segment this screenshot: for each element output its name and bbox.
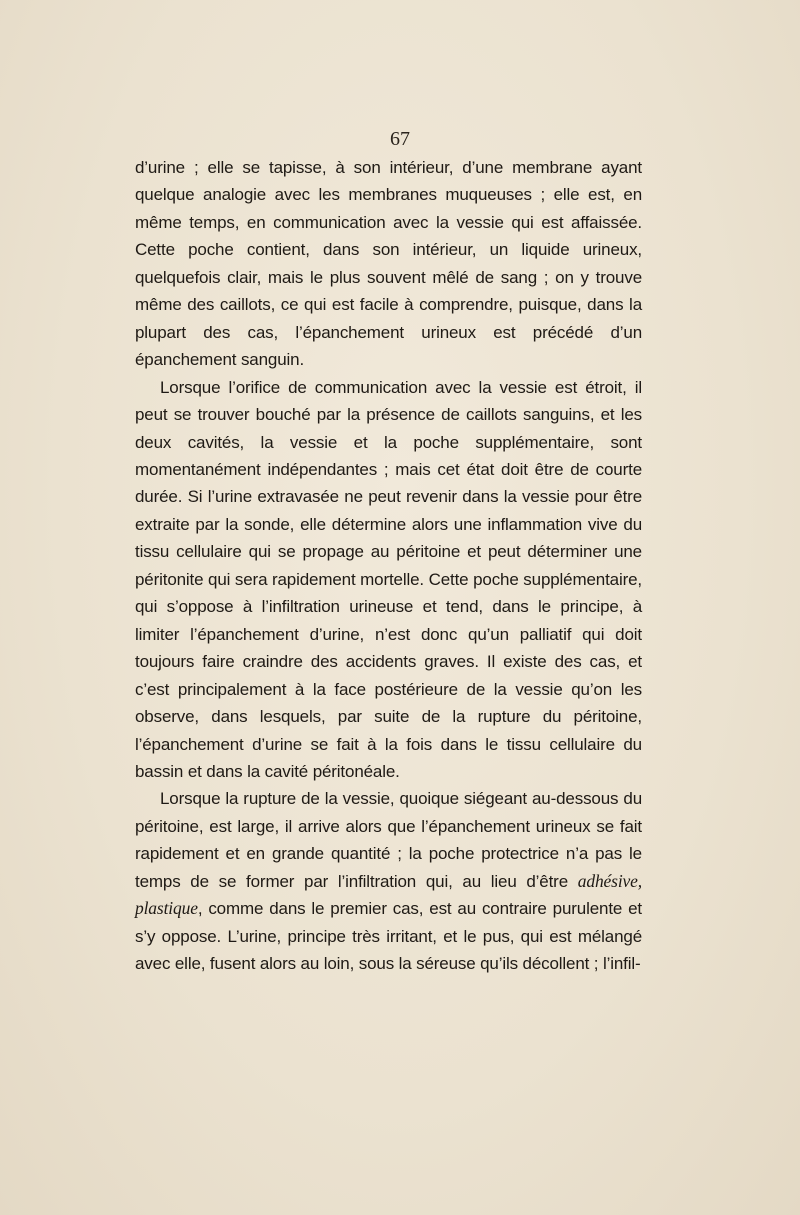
paragraph-2-text: Lorsque l’orifice de communication avec la vessie est étroit, il peut se trouver bouché par la présence de caillots sanguins, et les deux cavités, la vessie et la poche supplémentaire, sont momentanément indépendantes ; mais cet état doit être de courte durée. Si l’urine extravasée ne peut revenir dans la vessie pour être extraite par la sonde, elle détermine alors une inflammation vive du tissu cellulaire qui se propage au péritoine et peut déterminer une péritonite qui sera rapidement mortelle. Cette poche supplémentaire, qui s’oppose à l’infiltration urineuse et tend, dans le principe, à limiter l’épanchement d’urine, n’est donc qu’un palliatif qui doit toujours faire craindre des accidents graves. Il existe des cas, et c’est principalement à la face postérieure de la vessie qu’on les observe, dans lesquels, par suite de la rupture du péritoine, l’épanchement d’urine se fait à la fois dans le tissu cellulaire du bassin et dans la cavité péritonéale. [135,377,642,781]
paragraph-1-text: d’urine ; elle se tapisse, à son intérieur, d’une membrane ayant quelque analogie avec les membranes muqueuses ; elle est, en même temps, en communication avec la vessie qui est affaissée. Cette poche contient, dans son intérieur, un liquide urineux, quelquefois clair, mais le plus souvent mêlé de sang ; on y trouve même des caillots, ce qui est facile à comprendre, puisque, dans la plupart des cas, l’épanchement urineux est précédé d’un épanchement sanguin. [135,158,642,370]
page-number: 67 [390,128,410,150]
paragraph-3-text-a: Lorsque la rupture de la vessie, quoique siégeant au-dessous du péritoine, est large, il arrive alors que l’épanchement urineux se fait rapidement et en grande quantité ; la poche protectrice n’a pas le temps de se former par l’infiltration qui, au lieu d’être [135,789,642,891]
paragraph-1 [135,154,642,374]
paragraph-3-italic-terms: adhésive, plastique [135,870,642,919]
paragraph-3 [135,785,642,977]
body-text [135,154,642,978]
paragraph-3-text-b: , comme dans le premier cas, est au contraire purulente et s’y oppose. L’urine, principe très irritant, et le pus, qui est mélangé avec elle, fusent alors au loin, sous la séreuse qu’ils décollent ; l’infil- [135,899,642,974]
paragraph-2 [135,374,642,786]
